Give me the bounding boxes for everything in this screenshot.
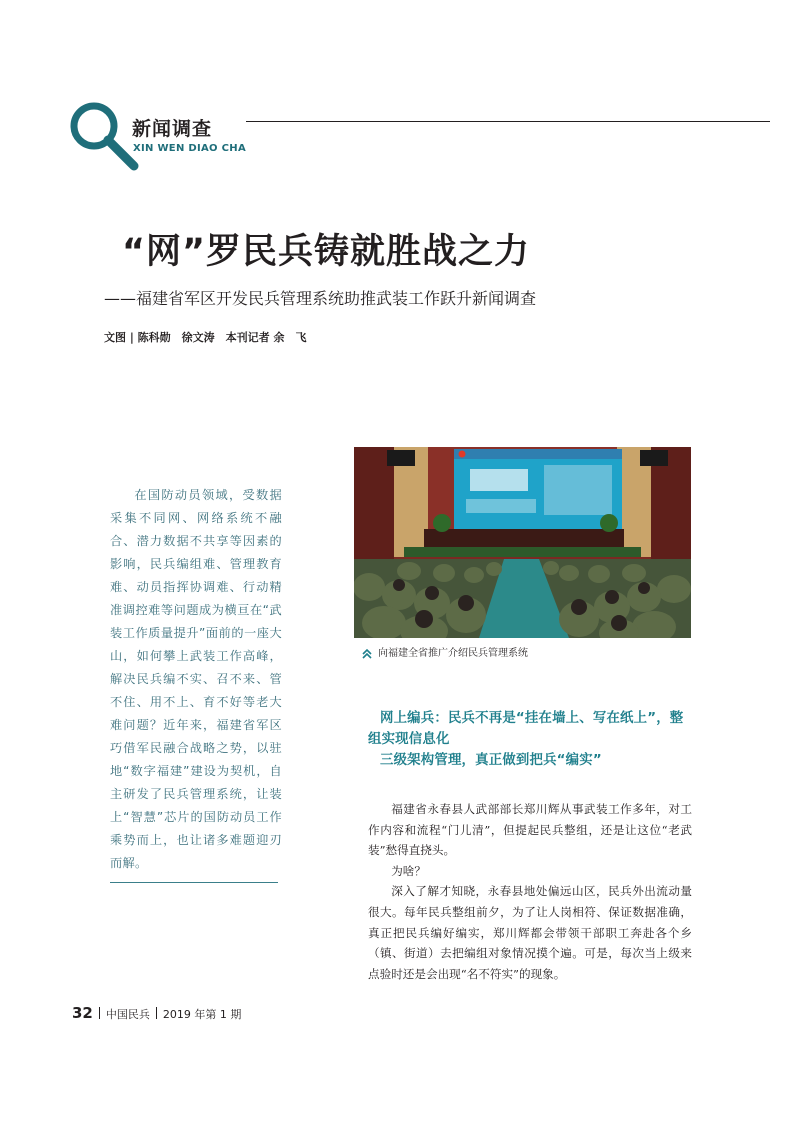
body-paragraph: 福建省永春县人武部部长郑川辉从事武装工作多年，对工作内容和流程“门儿清”，但提起民兵整组，还是让这位“老武装”愁得直挠头。: [368, 802, 692, 858]
lead-rule: [110, 882, 278, 883]
photo-caption: 向福建全省推广介绍民兵管理系统: [378, 648, 528, 659]
byline: 文图 | 陈科勋 徐文涛 本刊记者 余 飞: [104, 331, 307, 344]
body-column: [368, 708, 692, 984]
footer-divider: [156, 1007, 157, 1019]
body-paragraph: 为啥？: [391, 863, 426, 878]
section-pinyin: XIN WEN DIAO CHA: [133, 143, 246, 154]
lead-paragraph: 在国防动员领域，受数据采集不同网、网络系统不融合、潜力数据不共享等因素的影响，民兵编组难、管理教育难、动员指挥协调难、行动精准调控难等问题成为横亘在“武装工作质量提升”面前的一座大山，如何攀上武装工作高峰，解决民兵编不实、召不来、管不住、用不上、育不好等老大难问题？近年来，福建省军区巧借军民融合战略之势，以驻地“数字福建”建设为契机，自主研发了民兵管理系统，让装上“智慧”芯片的国防动员工作乘势而上，也让诸多难题迎刃而解。: [110, 488, 282, 870]
lead-column: [110, 484, 282, 875]
publication-name: 中国民兵: [105, 1008, 150, 1021]
body-paragraph: 深入了解才知晓，永春县地处偏远山区，民兵外出流动量很大。每年民兵整组前夕，为了让人岗相符、保证数据准确，真正把民兵编好编实，郑川辉都会带领干部职工奔赴各个乡（镇、街道）去把编组对象情况摸个遍。可是，每次当上级来点验时还是会出现“名不符实”的现象。: [368, 884, 692, 981]
article-title: “网”罗民兵铸就胜战之力: [122, 232, 531, 272]
double-chevron-up-icon: [361, 645, 373, 657]
header-rule: [246, 121, 770, 122]
section-heading-line-1: 网上编兵：民兵不再是“挂在墙上、写在纸上”，整组实现信息化: [368, 711, 684, 747]
issue-label: 2019 年第 1 期: [162, 1008, 242, 1021]
section-title: 新闻调查: [132, 118, 213, 140]
section-heading-line-2: 三级架构管理，真正做到把兵“编实”: [380, 753, 602, 768]
conference-photo: [354, 447, 691, 638]
footer-divider: [99, 1007, 100, 1019]
page-footer: [72, 1004, 241, 1022]
article-subtitle: ——福建省军区开发民兵管理系统助推武装工作跃升新闻调查: [104, 289, 537, 308]
section-heading: [368, 708, 692, 771]
page-number: 32: [72, 1004, 93, 1022]
